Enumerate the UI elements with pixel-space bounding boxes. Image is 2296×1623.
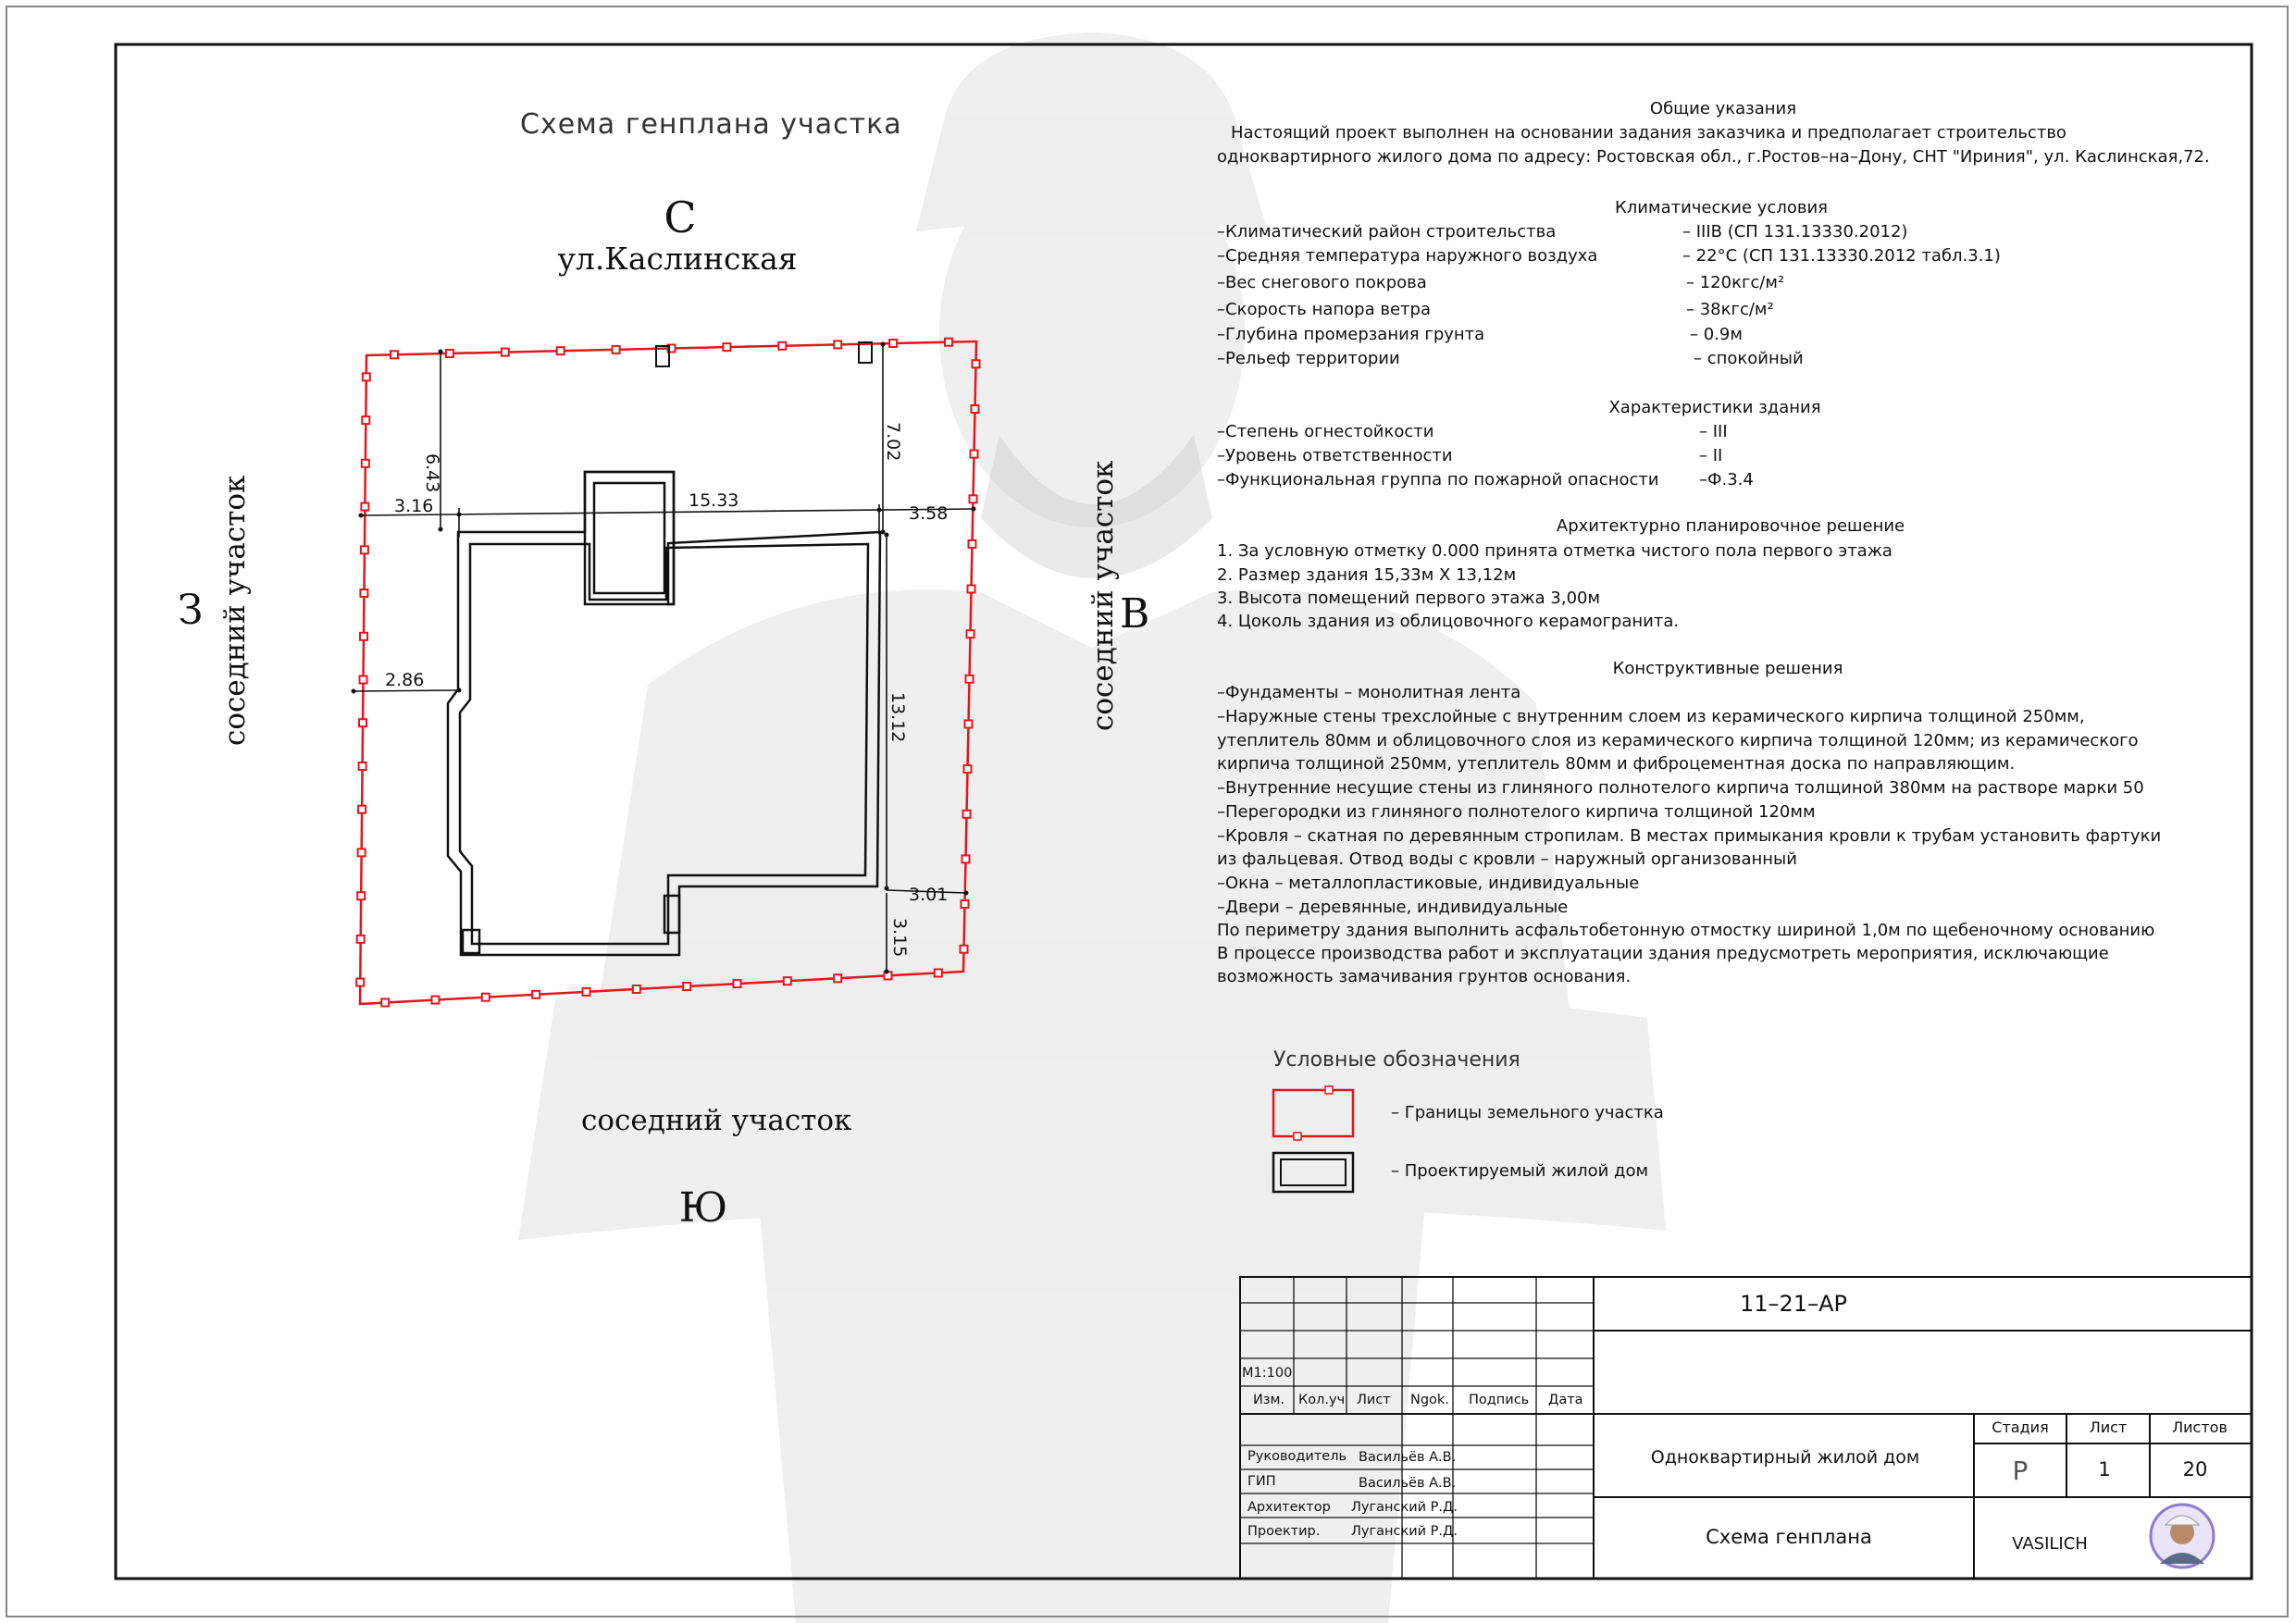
boundary-marker [973, 360, 980, 367]
person-name: Луганский Р.Д. [1351, 1524, 1458, 1539]
boundary-marker [834, 974, 841, 982]
boundary-marker [945, 339, 952, 346]
company-name: VASILICH [2012, 1534, 2088, 1554]
sheet-name: Схема генплана [1706, 1526, 1872, 1548]
boundary-marker [357, 892, 365, 899]
boundary-marker [969, 540, 976, 548]
constr-line: из фальцевая. Отвод воды с кровли – наружный организованный [1217, 849, 1797, 869]
boundary-marker [359, 762, 366, 770]
legend-house-label: – Проектируемый жилой дом [1391, 1161, 1649, 1181]
climate-heading: Климатические условия [1615, 198, 1828, 217]
boundary-marker [633, 985, 640, 993]
constr-line: –Фундаменты – монолитная лента [1217, 683, 1521, 702]
header-izm: Изм. [1253, 1393, 1285, 1407]
dim-width: 15.33 [689, 490, 739, 511]
building-label: –Степень огнестойкости [1217, 422, 1434, 441]
dim-top-right: 7.02 [883, 422, 903, 462]
climate-label: –Климатический район строительства [1217, 222, 1557, 242]
boundary-marker [784, 977, 791, 985]
role-label: Архитектор [1247, 1500, 1331, 1515]
building-value: –Ф.3.4 [1699, 470, 1754, 489]
boundary-marker [362, 416, 369, 424]
constr-line: возможность замачивания грунтов основания. [1217, 967, 1632, 986]
general-heading: Общие указания [1649, 99, 1797, 118]
boundary-marker [734, 980, 741, 987]
legend-boundary-label: – Границы земельного участка [1391, 1103, 1664, 1122]
boundary-marker [972, 405, 979, 413]
climate-value: – 22°С (СП 131.13330.2012 табл.3.1) [1682, 246, 2001, 266]
boundary-marker [970, 495, 977, 502]
west-neighbor-label: соседний участок [218, 475, 252, 746]
dim-bottom: 3.15 [889, 918, 910, 958]
boundary-marker [360, 589, 367, 597]
boundary-marker [965, 721, 973, 728]
constr-line: –Окна – металлопластиковые, индивидуальные [1217, 873, 1640, 893]
boundary-marker [363, 373, 370, 380]
constr-line: –Внутренние несущие стены из глиняного полнотелого кирпича толщиной 380мм на растворе марки 50 [1217, 778, 2144, 798]
boundary-marker [613, 346, 620, 353]
boundary-marker [361, 546, 368, 553]
east-neighbor-label: соседний участок [1086, 460, 1120, 731]
legend-symbols [1273, 1086, 1353, 1192]
building-value: – II [1699, 446, 1723, 465]
gate-post-right [859, 342, 872, 363]
dim-left: 3.16 [394, 496, 434, 516]
general-line-2: одноквартирного жилого дома по адресу: Ростовская обл., г.Ростов–на–Дону, СНТ "Ириния", ул. Каслинская,72. [1217, 147, 2210, 167]
boundary-marker [683, 983, 690, 990]
sheets-header: Листов [2172, 1419, 2228, 1436]
header-list: Лист [1357, 1393, 1391, 1407]
plan-title: Схема генплана участка [520, 108, 902, 141]
south-neighbor-label: соседний участок [581, 1104, 852, 1137]
boundary-marker [962, 900, 969, 908]
boundary-marker [834, 341, 841, 348]
arch-line: 3. Высота помещений первого этажа 3,00м [1217, 588, 1601, 608]
climate-label: –Рельеф территории [1217, 349, 1400, 368]
constr-line: В процессе производства работ и эксплуатации здания предусмотреть мероприятия, исключающие [1217, 944, 2109, 963]
climate-label: –Средняя температура наружного воздуха [1217, 246, 1598, 266]
boundary-marker [968, 586, 975, 593]
boundary-marker [482, 994, 490, 1001]
constr-line: утеплитель 80мм и облицовочного слоя из керамического кирпича толщиной 120мм; из керамического [1217, 731, 2139, 750]
object-name: Одноквартирный жилой дом [1650, 1447, 1920, 1468]
boundary-marker [356, 979, 364, 986]
climate-value: – 120кгс/м² [1686, 273, 1785, 292]
boundary-marker [583, 988, 590, 996]
boundary-marker [557, 347, 565, 354]
stage-value: Р [2012, 1456, 2029, 1486]
boundary-marker [889, 340, 897, 347]
dimension-lines [354, 344, 974, 972]
scale-label: М1:100 [1242, 1366, 1293, 1381]
boundary-marker [360, 676, 367, 684]
stage-header: Стадия [1992, 1419, 2049, 1436]
role-label: Руководитель [1247, 1449, 1347, 1464]
building-label: –Функциональная группа по пожарной опасности [1217, 470, 1659, 489]
general-line-1: Настоящий проект выполнен на основании задания заказчика и предполагает строительство [1231, 123, 2066, 142]
person-name: Луганский Р.Д. [1351, 1500, 1458, 1515]
boundary-marker [935, 970, 942, 977]
boundary-marker [967, 630, 974, 638]
climate-label: –Глубина промерзания грунта [1217, 325, 1485, 344]
role-label: Проектир. [1247, 1524, 1321, 1539]
dim-left-second: 2.86 [385, 670, 425, 690]
boundary-marker [446, 350, 453, 357]
inner-frame [116, 44, 2252, 1579]
header-kol-uch: Кол.уч [1298, 1393, 1346, 1407]
dim-bottom-right: 3.01 [909, 885, 949, 905]
sheets-value: 20 [2182, 1458, 2208, 1481]
constr-line: –Кровля – скатная по деревянным стропилам. В местах примыкания кровли к трубам установить фартуки [1217, 826, 2162, 846]
north-letter: С [664, 192, 697, 242]
boundary-marker [362, 460, 369, 467]
boundary-marker [961, 946, 968, 953]
company-logo [2151, 1505, 2214, 1567]
boundary-marker [963, 811, 971, 818]
constr-heading: Конструктивные решения [1612, 659, 1843, 678]
boundary-marker [971, 451, 978, 458]
climate-label: –Скорость напора ветра [1217, 300, 1431, 319]
climate-value: – спокойный [1694, 349, 1804, 368]
dim-height: 13.12 [887, 692, 908, 743]
arch-line: 1. За условную отметку 0.000 принята отметка чистого пола первого этажа [1217, 541, 1893, 561]
drawing-code: 11–21–АР [1740, 1291, 1847, 1317]
person-name: Васильёв А.В. [1359, 1476, 1457, 1491]
boundary-marker [381, 999, 389, 1007]
legend-heading: Условные обозначения [1273, 1048, 1520, 1072]
header-signature: Подпись [1469, 1393, 1530, 1407]
building-value: – III [1699, 422, 1728, 441]
boundary-marker [360, 633, 367, 640]
boundary-marker [361, 503, 368, 511]
boundary-marker [432, 997, 440, 1004]
boundary-marker [778, 342, 786, 350]
constr-line: –Двери – деревянные, индивидуальные [1217, 898, 1569, 917]
climate-value: – 38кгс/м² [1686, 300, 1774, 319]
constr-line: По периметру здания выполнить асфальтобетонную отмостку шириной 1,0м по щебеночному основанию [1217, 921, 2155, 940]
boundary-marker [357, 935, 365, 943]
header-date: Дата [1548, 1393, 1583, 1407]
west-letter: З [178, 587, 204, 634]
constr-line: кирпича толщиной 250мм, утеплитель 80мм и фиброцементная доска по направляющим. [1217, 754, 2016, 774]
constr-line: –Наружные стены трехслойные с внутренним слоем из керамического кирпича толщиной 250мм, [1217, 707, 2085, 726]
sheet-header: Лист [2089, 1419, 2128, 1436]
building-label: –Уровень ответственности [1217, 446, 1453, 465]
boundary-marker [964, 765, 972, 773]
boundary-marker [966, 675, 974, 683]
boundary-marker [391, 351, 398, 358]
boundary-marker [358, 849, 366, 856]
boundary-marker [723, 343, 730, 351]
person-name: Васильёв А.В. [1359, 1450, 1457, 1465]
boundary-marker [359, 719, 366, 726]
role-label: ГИП [1247, 1474, 1276, 1489]
dim-top-left: 6.43 [422, 453, 442, 493]
arch-line: 2. Размер здания 15,33м Х 13,12м [1217, 565, 1517, 585]
boundary-marker [532, 991, 540, 998]
sheet-value: 1 [2098, 1458, 2111, 1481]
boundary-marker [358, 806, 366, 813]
arch-heading: Архитектурно планировочное решение [1556, 516, 1905, 536]
constr-line: –Перегородки из глиняного полнотелого кирпича толщиной 120мм [1217, 802, 1816, 822]
house-outline [448, 472, 880, 955]
south-letter: Ю [678, 1184, 728, 1232]
street-name: ул.Каслинская [557, 241, 798, 277]
dim-right: 3.58 [909, 503, 949, 524]
arch-line: 4. Цоколь здания из облицовочного керамогранита. [1217, 612, 1680, 631]
boundary-marker [962, 855, 970, 862]
east-letter: В [1120, 590, 1150, 638]
building-heading: Характеристики здания [1608, 398, 1821, 417]
boundary-marker [502, 349, 509, 356]
header-doc: Ngok. [1410, 1393, 1449, 1407]
climate-label: –Вес снегового покрова [1217, 273, 1427, 292]
climate-value: – IIIВ (СП 131.13330.2012) [1682, 222, 1908, 242]
climate-value: – 0.9м [1690, 325, 1743, 344]
